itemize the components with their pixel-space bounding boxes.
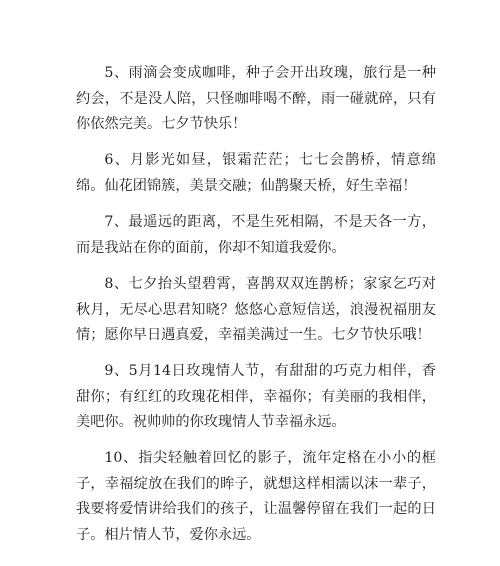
paragraph-9: 9、5月14日玫瑰情人节，有甜甜的巧克力相伴，香甜你；有红红的玫瑰花相伴，幸福你；有美丽的我相伴，美吧你。祝帅帅的你玫瑰情人节幸福永远。: [76, 363, 436, 430]
paragraph-6: 6、月影光如昼，银霜茫茫；七七会鹊桥，情意绵绵。仙花团锦簇，美景交融；仙鹊聚天桥，好生幸福！: [76, 152, 436, 194]
paragraph-5: 5、雨滴会变成咖啡，种子会开出玫瑰，旅行是一种约会，不是没人陪，只怪咖啡喝不醉，雨一碰就碎，只有你依然完美。七夕节快乐！: [76, 65, 436, 132]
paragraph-10: 10、指尖轻触着回忆的影子，流年定格在小小的框子，幸福绽放在我们的眸子，就想这样相濡以沫一辈子，我要将爱情讲给我们的孩子，让温馨停留在我们一起的日子。相片情人节，爱你永远。: [76, 450, 436, 543]
paragraph-8: 8、七夕抬头望碧霄，喜鹊双双连鹊桥；家家乞巧对秋月，无尽心思君知晓？悠悠心意短信送，浪漫祝福朋友情；愿你早日遇真爱，幸福美满过一生。七夕节快乐哦！: [76, 276, 436, 343]
paragraph-7: 7、最遥远的距离，不是生死相隔，不是天各一方，而是我站在你的面前，你却不知道我爱你。: [76, 214, 436, 256]
